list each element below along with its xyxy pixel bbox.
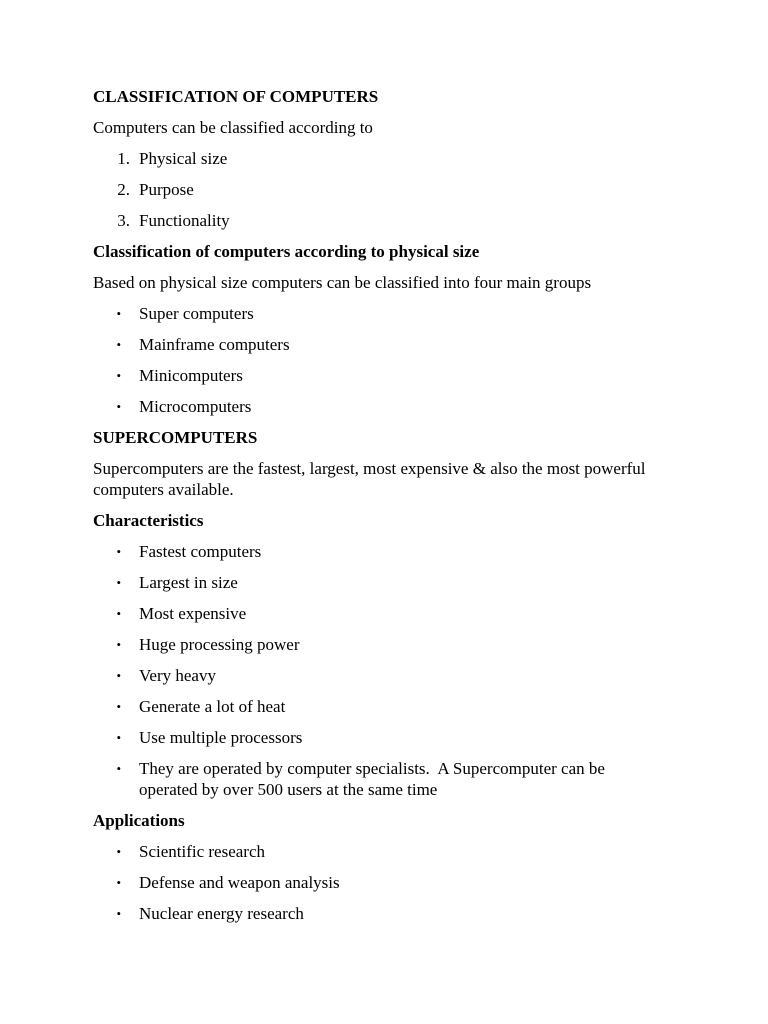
list-number: 1. [117, 149, 130, 168]
list-item-text: Largest in size [139, 573, 238, 592]
supercomputers-heading: SUPERCOMPUTERS [93, 428, 258, 447]
applications-list [93, 841, 653, 924]
list-item [93, 303, 653, 324]
physical-size-intro: Based on physical size computers can be classified into four main groups [93, 273, 592, 292]
intro-text: Computers can be classified according to [93, 118, 373, 137]
list-item-text: They are operated by computer specialists. A Supercomputer can be operated by over 500 users at the same time [139, 759, 610, 799]
bullet-icon: • [116, 337, 121, 352]
list-item [93, 365, 653, 386]
list-item [93, 334, 653, 355]
document-title: CLASSIFICATION OF COMPUTERS [93, 87, 379, 106]
list-item [93, 634, 653, 655]
document-page [93, 86, 653, 934]
characteristics-heading: Characteristics [93, 511, 204, 530]
criteria-list [93, 148, 653, 231]
applications-heading: Applications [93, 811, 185, 830]
bullet-icon: • [116, 906, 121, 921]
list-item-text: Super computers [139, 304, 254, 323]
list-item [93, 541, 653, 562]
bullet-icon: • [116, 668, 121, 683]
groups-list [93, 303, 653, 417]
supercomputers-description: Supercomputers are the fastest, largest, most expensive & also the most powerful computers available. [93, 459, 646, 499]
list-number: 3. [117, 211, 130, 230]
list-item-text: Minicomputers [139, 366, 243, 385]
bullet-icon: • [116, 637, 121, 652]
list-item-text: Scientific research [139, 842, 266, 861]
list-item-text: Use multiple processors [139, 728, 303, 747]
bullet-icon: • [116, 544, 121, 559]
list-item [93, 179, 653, 200]
list-item-text: Very heavy [139, 666, 216, 685]
bullet-icon: • [116, 399, 121, 414]
list-item [93, 727, 653, 748]
list-item-text: Microcomputers [139, 397, 252, 416]
list-item-text: Mainframe computers [139, 335, 290, 354]
list-item-text: Huge processing power [139, 635, 300, 654]
list-item [93, 758, 653, 800]
bullet-icon: • [116, 730, 121, 745]
bullet-icon: • [116, 606, 121, 621]
bullet-icon: • [116, 368, 121, 383]
list-item-text: Defense and weapon analysis [139, 873, 340, 892]
characteristics-list [93, 541, 653, 800]
list-item [93, 665, 653, 686]
bullet-icon: • [116, 575, 121, 590]
list-item [93, 396, 653, 417]
list-item-text: Purpose [139, 180, 194, 199]
list-item [93, 841, 653, 862]
list-item [93, 603, 653, 624]
list-item-text: Fastest computers [139, 542, 262, 561]
list-item-text: Functionality [139, 211, 230, 230]
physical-size-heading: Classification of computers according to physical size [93, 242, 480, 261]
list-item [93, 210, 653, 231]
list-item [93, 903, 653, 924]
list-item-text: Nuclear energy research [139, 904, 304, 923]
list-item-text: Generate a lot of heat [139, 697, 286, 716]
bullet-icon: • [116, 761, 121, 776]
list-item [93, 696, 653, 717]
list-item [93, 148, 653, 169]
bullet-icon: • [116, 875, 121, 890]
bullet-icon: • [116, 699, 121, 714]
list-item [93, 572, 653, 593]
list-item-text: Most expensive [139, 604, 247, 623]
bullet-icon: • [116, 306, 121, 321]
bullet-icon: • [116, 844, 121, 859]
list-number: 2. [117, 180, 130, 199]
list-item [93, 872, 653, 893]
list-item-text: Physical size [139, 149, 228, 168]
